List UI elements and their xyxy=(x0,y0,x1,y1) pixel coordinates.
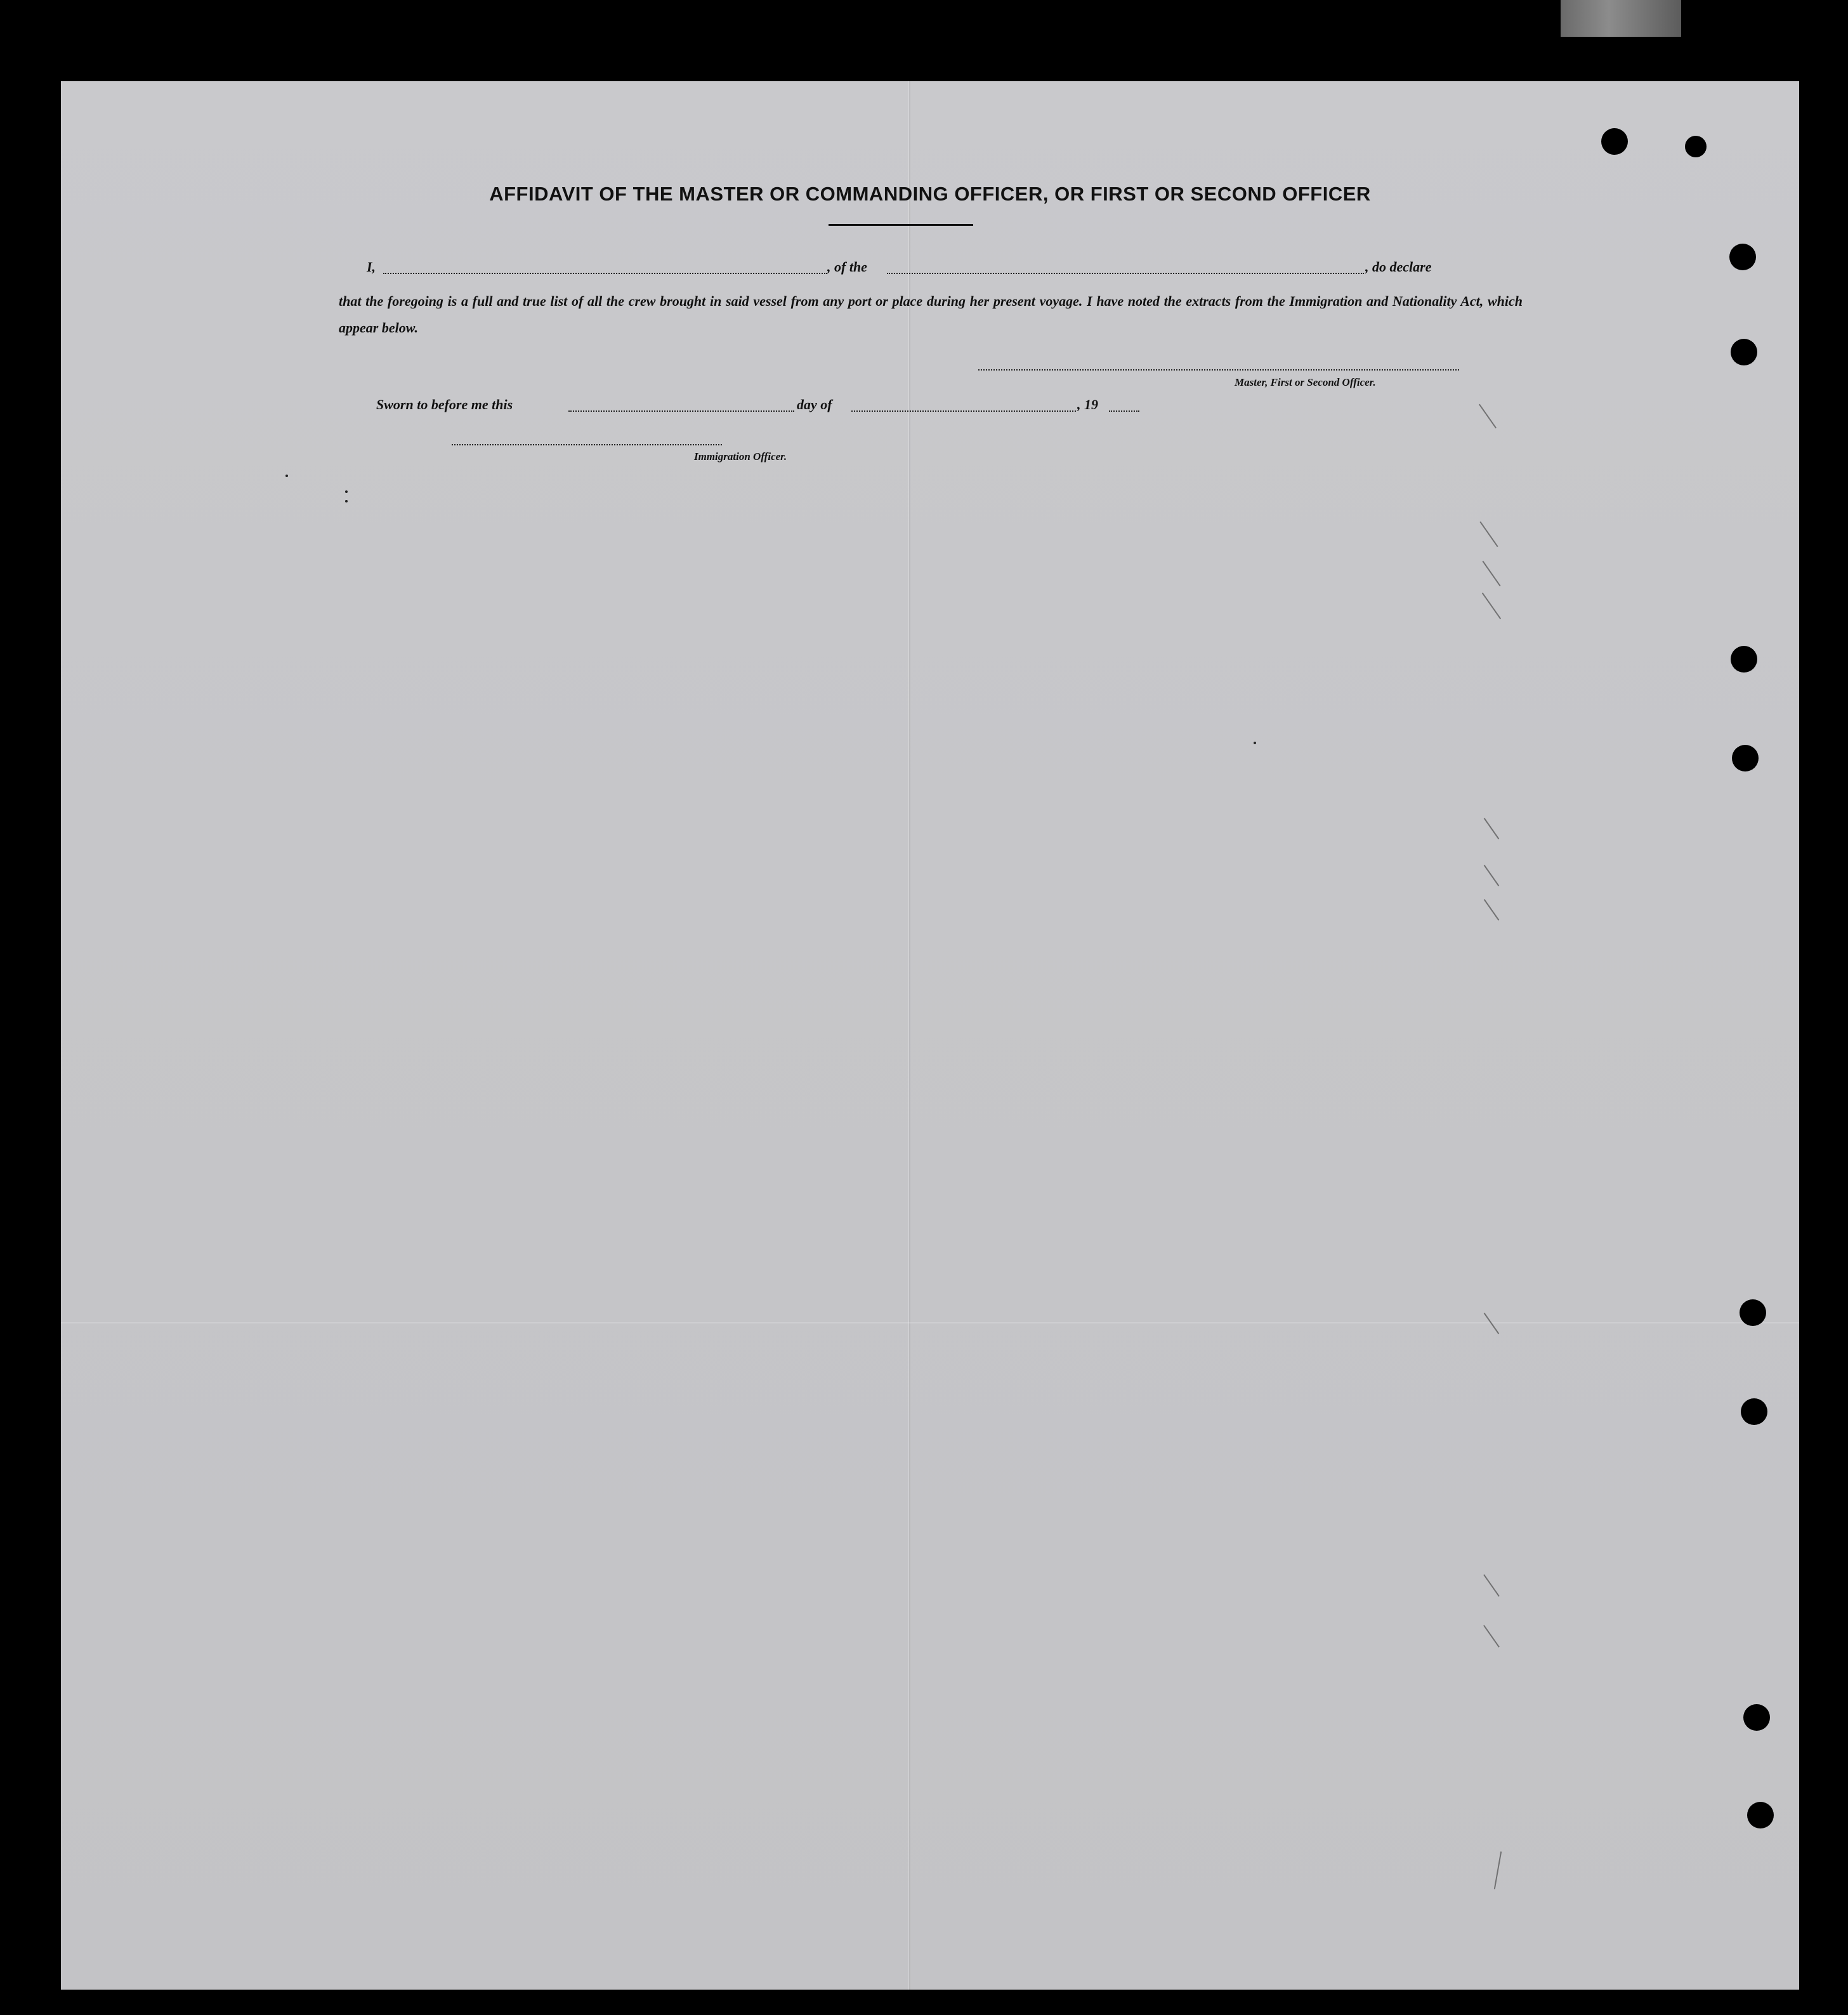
sworn-year-prefix: , 19 xyxy=(1077,397,1098,412)
sworn-year-blank[interactable] xyxy=(1109,410,1139,412)
declaration-of-the: , of the xyxy=(827,259,867,275)
sworn-prefix: Sworn to before me this xyxy=(376,397,513,412)
paper-speck xyxy=(285,475,288,477)
master-signature-line[interactable] xyxy=(978,369,1459,371)
affidavit-title: AFFIDAVIT OF THE MASTER OR COMMANDING OFFICER, OR FIRST OR SECOND OFFICER xyxy=(489,183,1371,205)
check-mark xyxy=(1483,1625,1500,1648)
punch-hole xyxy=(1731,339,1757,365)
declaration-intro: I, xyxy=(367,259,376,275)
immigration-officer-signature-line[interactable] xyxy=(452,444,722,445)
sworn-month-blank[interactable] xyxy=(851,410,1076,412)
declaration-body: that the foregoing is a full and true list of all the crew brought in said vessel from any port or place during her present voyage. I have noted the extracts from the Immigration and Nationality Act, which appear below. xyxy=(339,293,1523,336)
declaration-do-declare: , do declare xyxy=(1365,259,1432,275)
check-mark xyxy=(1494,1851,1502,1889)
immigration-officer-label: Immigration Officer. xyxy=(694,450,787,463)
check-mark xyxy=(1484,818,1500,839)
check-mark xyxy=(1482,593,1501,619)
sworn-day-blank[interactable] xyxy=(568,410,794,412)
check-mark xyxy=(1479,404,1497,429)
check-mark xyxy=(1483,1574,1500,1597)
punch-hole xyxy=(1685,136,1707,157)
title-underline xyxy=(829,224,973,226)
fold-crease-horizontal xyxy=(61,1322,1799,1323)
check-mark xyxy=(1484,865,1500,886)
punch-hole xyxy=(1741,1398,1767,1425)
scan-corner-patch xyxy=(1561,0,1681,37)
master-signature-label: Master, First or Second Officer. xyxy=(1235,376,1376,388)
vessel-name-blank[interactable] xyxy=(887,273,1364,274)
paper-speck xyxy=(345,490,348,493)
punch-hole xyxy=(1731,646,1757,673)
check-mark xyxy=(1484,1313,1500,1334)
declarant-name-blank[interactable] xyxy=(383,273,827,274)
check-mark xyxy=(1482,561,1500,586)
punch-hole xyxy=(1732,745,1759,771)
form-page xyxy=(61,81,1799,1990)
declaration-first-line xyxy=(367,259,1521,284)
check-mark xyxy=(1484,899,1500,921)
punch-hole xyxy=(1743,1704,1770,1731)
punch-hole xyxy=(1747,1802,1774,1828)
paper-speck xyxy=(345,500,348,502)
sworn-day-of: day of xyxy=(797,397,832,412)
punch-hole xyxy=(1740,1299,1766,1326)
paper-speck xyxy=(1254,742,1256,744)
punch-hole xyxy=(1729,244,1756,270)
check-mark xyxy=(1479,522,1498,547)
punch-hole xyxy=(1601,128,1628,155)
fold-crease-vertical-shadow xyxy=(909,81,910,1990)
